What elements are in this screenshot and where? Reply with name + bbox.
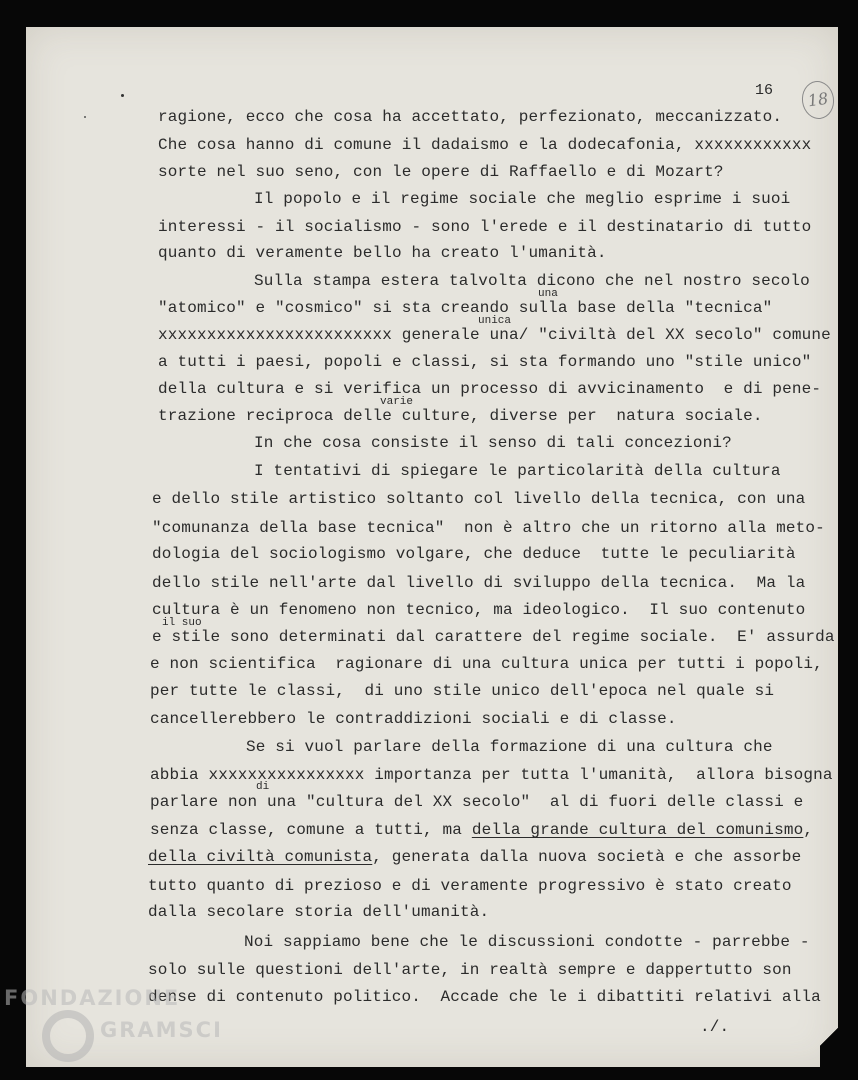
typed-insertion: una <box>538 288 558 300</box>
text-line: abbia xxxxxxxxxxxxxxxx importanza per tutta l'umanità, allora bisogna <box>150 766 833 784</box>
text-line: interessi - il socialismo - sono l'erede e il destinatario di tutto <box>158 218 812 236</box>
typed-insertion: il suo <box>162 617 202 629</box>
text-line: tutto quanto di prezioso e di veramente progressivo è stato creato <box>148 877 792 895</box>
page-number: 16 <box>755 82 774 99</box>
text-line: In che cosa consiste il senso di tali concezioni? <box>254 434 732 452</box>
text-line: per tutte le classi, di uno stile unico dell'epoca nel quale si <box>150 682 775 700</box>
text-line: quanto di veramente bello ha creato l'umanità. <box>158 244 607 262</box>
text-line: Che cosa hanno di comune il dadaismo e la dodecafonia, xxxxxxxxxxxx <box>158 136 812 154</box>
text-line: ragione, ecco che cosa ha accettato, perfezionato, meccanizzato. <box>158 108 783 126</box>
text-line: "comunanza della base tecnica" non è altro che un ritorno alla meto- <box>152 519 825 537</box>
text-line: sorte nel suo seno, con le opere di Raffaello e di Mozart? <box>158 163 724 181</box>
text-line: parlare non una "cultura del XX secolo" al di fuori delle classi e <box>150 793 804 811</box>
pencil-dot <box>84 116 86 118</box>
text-line: Se si vuol parlare della formazione di una cultura che <box>246 738 773 756</box>
text-line: Noi sappiamo bene che le discussioni condotte - parrebbe - <box>244 933 810 951</box>
typed-insertion: di <box>256 781 270 793</box>
text-line: cancellerebbero le contraddizioni sociali e di classe. <box>150 710 677 728</box>
text-line: Sulla stampa estera talvolta dicono che nel nostro secolo <box>254 272 810 290</box>
text-line: a tutti i paesi, popoli e classi, si sta formando uno "stile unico" <box>158 353 812 371</box>
text-line: dello stile nell'arte dal livello di sviluppo della tecnica. Ma la <box>152 574 806 592</box>
text-line: dalla secolare storia dell'umanità. <box>148 903 490 921</box>
archive-watermark <box>4 986 224 1076</box>
text-line <box>148 847 801 867</box>
typed-insertion: unica <box>478 315 512 327</box>
typed-insertion: varie <box>380 396 414 408</box>
text-line: dologia del sociologismo volgare, che deduce tutte le peculiarità <box>152 545 796 563</box>
text-segment: , generata dalla nuova società e che assorbe <box>372 848 802 866</box>
text-segment: senza classe, comune a tutti, ma <box>150 821 472 839</box>
text-line: I tentativi di spiegare le particolarità della cultura <box>254 462 781 480</box>
watermark-line: FONDAZIONE <box>4 986 181 1010</box>
text-line: della cultura e si verifica un processo di avvicinamento e di pene- <box>158 380 822 398</box>
text-line: solo sulle questioni dell'arte, in realtà sempre e dappertutto son <box>148 961 792 979</box>
watermark-ring-icon <box>42 1010 94 1062</box>
continuation-mark: ./. <box>700 1018 730 1036</box>
underlined-phrase: della grande cultura del comunismo <box>471 821 804 839</box>
pencil-dot <box>121 94 124 97</box>
watermark-line: GRAMSCI <box>100 1018 223 1042</box>
text-line: e non scientifica ragionare di una cultura unica per tutti i popoli, <box>150 655 823 673</box>
archive-number-stamp: 18 <box>800 79 837 121</box>
text-segment: , <box>803 821 814 839</box>
text-line: cultura è un fenomeno non tecnico, ma ideologico. Il suo contenuto <box>152 601 806 619</box>
text-line: e dello stile artistico soltanto col livello della tecnica, con una <box>152 490 806 508</box>
text-line: "atomico" e "cosmico" si sta creando sulla base della "tecnica" <box>158 299 773 317</box>
text-line: trazione reciproca delle culture, diverse per natura sociale. <box>158 407 763 425</box>
underlined-phrase: della civiltà comunista <box>148 848 373 866</box>
text-line: dense di contenuto politico. Accade che le i dibattiti relativi alla <box>148 988 821 1006</box>
text-line <box>150 820 813 840</box>
text-line: Il popolo e il regime sociale che meglio esprime i suoi <box>254 190 791 208</box>
text-line: xxxxxxxxxxxxxxxxxxxxxxxx generale una/ "civiltà del XX secolo" comune <box>158 326 831 344</box>
text-line: e stile sono determinati dal carattere del regime sociale. E' assurda <box>152 628 835 646</box>
